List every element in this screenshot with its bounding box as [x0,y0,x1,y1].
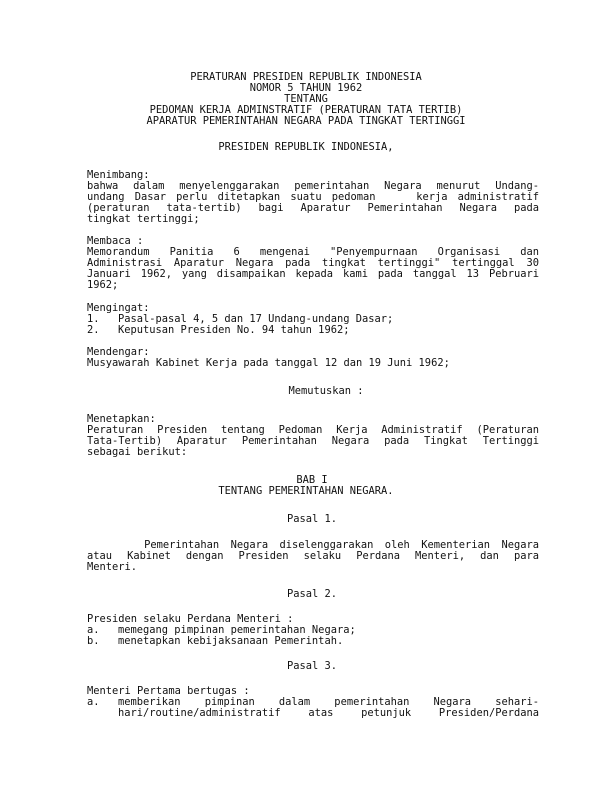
menimbang-text-line: (peraturan tata-tertib) bagi Aparatur Pemerintahan Negara pada [87,202,539,214]
list-item-number: 2. [87,324,100,336]
regulation-subject-line2: APARATUR PEMERINTAHAN NEGARA PADA TINGKAT TERTINGGI [146,115,466,127]
article-item-text: hari/routine/administratif atas petunjuk Presiden/Perdana [118,707,539,719]
membaca-text-line: Januari 1962, yang disampaikan kepada kami pada tanggal 13 Pebruari [87,268,539,280]
memutuskan-heading: Memutuskan : [288,385,364,397]
chapter-title: TENTANG PEMERINTAHAN NEGARA. [218,485,394,497]
list-item-number: a. [87,624,100,636]
mengingat-item-text: Pasal-pasal 4, 5 dan 17 Undang-undang Dasar; [118,313,394,325]
membaca-text-line: Administrasi Aparatur Negara pada tingkat tertinggi" tertinggal 30 [87,257,539,269]
article-item-text: memegang pimpinan pemerintahan Negara; [118,624,356,636]
chapter-number: BAB I [296,474,328,486]
menimbang-label: Menimbang: [87,169,150,181]
menimbang-text-line: bahwa dalam menyelenggarakan pemerintahan Negara menurut Undang- [87,180,539,192]
membaca-text-line: Memorandum Panitia 6 mengenai "Penyempurnaan Organisasi dan [87,246,539,258]
membaca-text-line: 1962; [87,279,119,291]
article-intro: Menteri Pertama bertugas : [87,685,250,697]
article-text-line: atau Kabinet dengan Presiden selaku Perdana Menteri, dan para [87,550,539,562]
article-title: Pasal 1. [286,513,338,525]
mengingat-item-text: Keputusan Presiden No. 94 tahun 1962; [118,324,350,336]
mengingat-label: Mengingat: [87,302,150,314]
regulation-subject-line1: PEDOMAN KERJA ADMINSTRATIF (PERATURAN TATA TERTIB) [149,104,463,116]
list-item-number: 1. [87,313,100,325]
regulation-number: NOMOR 5 TAHUN 1962 [249,82,363,94]
menetapkan-text-line: Tata-Tertib) Aparatur Pemerintahan Negara pada Tingkat Tertinggi [87,435,539,447]
article-title: Pasal 2. [286,588,338,600]
article-item-text: memberikan pimpinan dalam pemerintahan Negara sehari- [118,696,539,708]
mendengar-label: Mendengar: [87,346,150,358]
issuer-heading: PRESIDEN REPUBLIK INDONESIA, [218,141,394,153]
article-intro: Presiden selaku Perdana Menteri : [87,613,294,625]
menetapkan-text-line: sebagai berikut: [87,446,188,458]
regulation-tentang: TENTANG [284,93,328,105]
mendengar-text: Musyawarah Kabinet Kerja pada tanggal 12 dan 19 Juni 1962; [87,357,450,369]
article-item-text: menetapkan kebijaksanaan Pemerintah. [118,635,344,647]
menimbang-text-line: tingkat tertinggi; [87,213,200,225]
article-title: Pasal 3. [286,660,338,672]
article-text-line: Pemerintahan Negara diselenggarakan oleh Kementerian Negara [87,539,539,551]
regulation-title: PERATURAN PRESIDEN REPUBLIK INDONESIA [190,71,422,83]
article-text-line: Menteri. [87,561,138,573]
menetapkan-text-line: Peraturan Presiden tentang Pedoman Kerja Administratif (Peraturan [87,424,539,436]
list-item-number: a. [87,696,100,708]
menetapkan-label: Menetapkan: [87,413,156,425]
membaca-label: Membaca : [87,235,144,247]
menimbang-text-line: undang Dasar perlu ditetapkan suatu pedoman kerja administratif [87,191,539,203]
list-item-number: b. [87,635,100,647]
